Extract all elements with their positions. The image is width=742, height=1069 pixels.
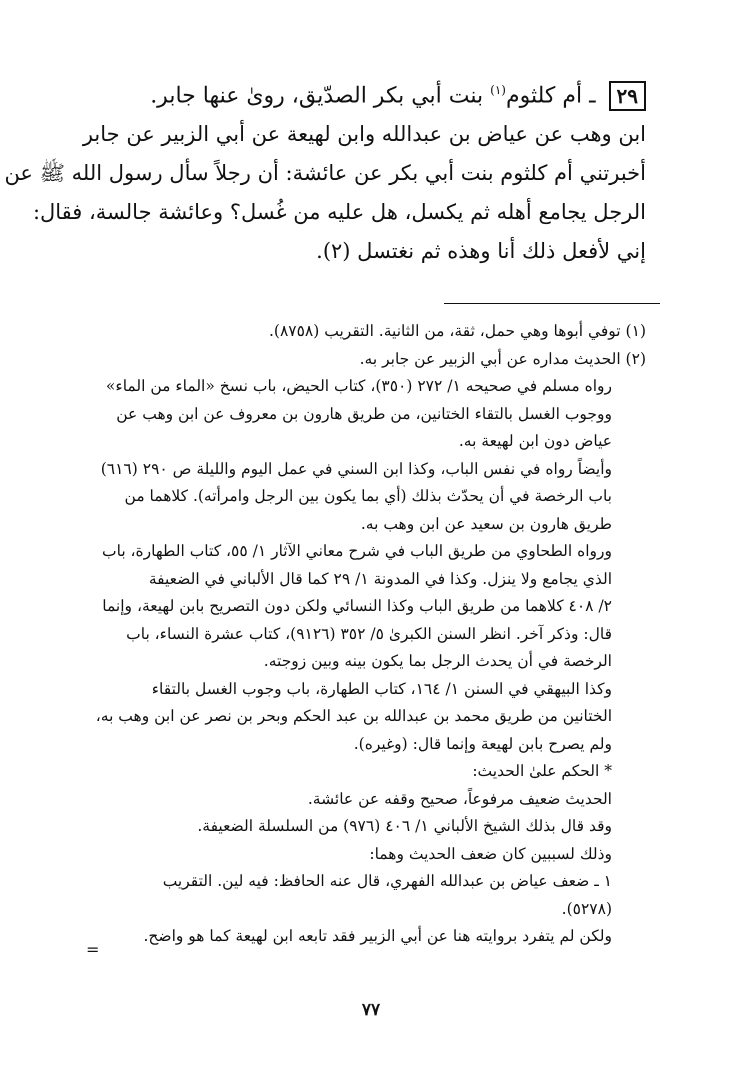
footnote-line: (١) توفي أبوها وهي حمل، ثقة، من الثانية. التقريب (٨٧٥٨). (268, 322, 646, 340)
footnote-line: عياض دون ابن لهيعة به. (458, 432, 612, 450)
footnote-line: الختانين من طريق محمد بن عبدالله بن عبد الحكم وبحر بن نصر عن ابن وهب به، (95, 707, 612, 725)
page-number: ٧٧ (361, 1000, 381, 1020)
footnote-line: ولكن لم يتفرد بروايته هنا عن أبي الزبير فقد تابعه ابن لهيعة كما هو واضح. (143, 927, 612, 945)
entry-number: ٢٩ (609, 81, 646, 111)
main-line: ابن وهب عن عياض بن عبدالله وابن لهيعة عن أبي الزبير عن جابر (82, 122, 646, 146)
footnote-line: ١ ـ ضعف عياض بن عبدالله الفهري، قال عنه الحافظ: فيه لين. التقريب (162, 872, 612, 890)
continuation-mark: = (86, 940, 100, 959)
footnote-line: طريق هارون بن سعيد عن ابن وهب به. (360, 514, 612, 533)
footnote-line: ووجوب الغسل بالتقاء الختانين، من طريق هارون بن معروف عن ابن وهب عن (116, 404, 612, 423)
footnote-ref-1: (١) (490, 83, 506, 97)
footnote-line: الذي يجامع ولا ينزل. وكذا في المدونة ١/ ٢٩ كما قال الألباني في الضعيفة (148, 569, 612, 588)
footnote-divider (444, 303, 660, 304)
entry-heading (86, 70, 646, 116)
footnote-line: وأيضاً رواه في نفس الباب، وكذا ابن السني في عمل اليوم والليلة ص ٢٩٠ (٦١٦) (100, 459, 612, 478)
main-line: الرجل يجامع أهله ثم يكسل، هل عليه من غُسل؟ وعائشة جالسة، فقال: (32, 200, 646, 224)
main-line: أخبرتني أم كلثوم بنت أبي بكر عن عائشة: أن رجلاً سأل رسول الله ﷺ عن (4, 161, 646, 185)
footnote-line: وكذا البيهقي في السنن ١/ ١٦٤، كتاب الطهارة، باب وجوب الغسل بالتقاء (151, 679, 612, 698)
footnote-line: باب الرخصة في أن يحدّث بذلك (أي بما يكون بين الرجل وامرأته). كلاهما من (124, 487, 612, 505)
footnote-line: قال: وذكر آخر. انظر السنن الكبرىٰ ٥/ ٣٥٢ (٩١٢٦)، كتاب عشرة النساء، باب (126, 624, 612, 643)
footnote-line: وقد قال بذلك الشيخ الألباني ١/ ٤٠٦ (٩٧٦) من السلسلة الضعيفة. (197, 817, 612, 835)
footnote-line: الحديث ضعيف مرفوعاً، صحيح وقفه عن عائشة. (307, 789, 612, 808)
main-line: إني لأفعل ذلك أنا وهذه ثم نغتسل (٢). (316, 239, 646, 263)
footnote-line: ٢/ ٤٠٨ كلاهما من طريق الباب وكذا النسائي ولكن دون التصريح بابن لهيعة، وإنما (102, 597, 612, 615)
footnote-line: * الحكم علىٰ الحديث: (472, 762, 612, 780)
footnote-line: ولم يصرح بابن لهيعة وإنما قال: (وغيره). (353, 734, 612, 753)
footnotes (80, 318, 646, 951)
heading-text-before: ـ أم كلثوم (505, 83, 596, 109)
footnote-line: (٥٢٧٨). (561, 899, 612, 918)
footnote-line: الرخصة في أن يحدث الرجل بما يكون بينه وبين زوجته. (263, 652, 612, 670)
footnote-line: (٢) الحديث مداره عن أبي الزبير عن جابر به. (359, 349, 646, 368)
footnote-line: ورواه الطحاوي من طريق الباب في شرح معاني الآثار ١/ ٥٥، كتاب الطهارة، باب (102, 542, 612, 560)
heading-text-after: بنت أبي بكر الصدّيق، روىٰ عنها جابر. (150, 83, 491, 109)
footnote-line: رواه مسلم في صحيحه ١/ ٢٧٢ (٣٥٠)، كتاب الحيض، باب نسخ «الماء من الماء» (105, 377, 612, 395)
hadith-text (4, 115, 646, 271)
footnote-line: وذلك لسببين كان ضعف الحديث وهما: (369, 844, 612, 863)
